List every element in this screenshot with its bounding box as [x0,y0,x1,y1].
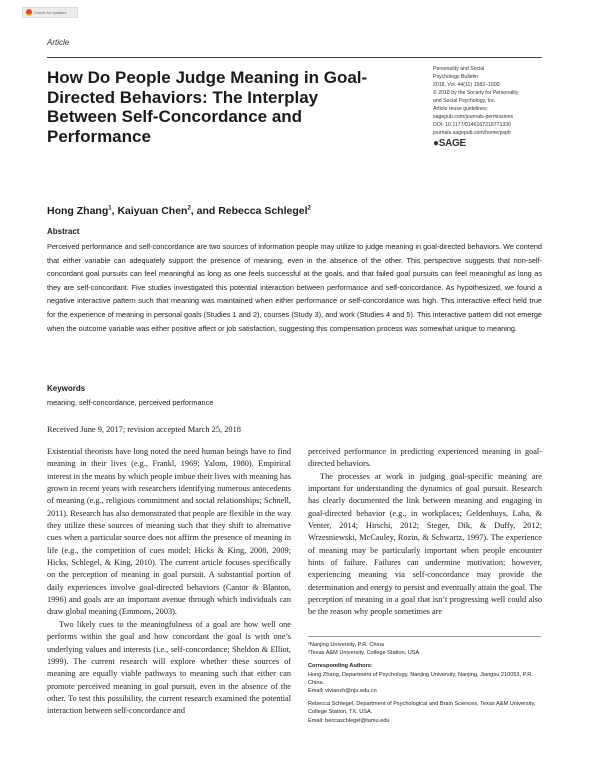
affiliation: ¹Nanjing University, P.R. China [308,642,384,648]
journal-meta [433,65,553,150]
header-rule [47,57,542,58]
paragraph: Existential theorists have long noted the need human beings have to find meaning in their lives (e.g., Frankl, 1969; Yalom, 1980). Empirical interest in the means by which people imbue their lives with meaning has grown in recent years with researchers identifying numerous antecedents of meaning (e.g., religious commitment and social relationships; Schnell, 2011). Research has also demonstrated that people are flexible in the way they utilize these sources of meaning such that they shift to alternative cues when a particular source does not affirm the presence of meaning in life (e.g., the competition of cues model; Hicks & King, 2008, 2009; Hicks, Schlegel, & King, 2010). The current article focuses specifically on the perception of meaning in goal pursuit. A substantial portion of daily experiences involve goal-directed behaviors (Cantor & Blanton, 1996) and goals are an important avenue through which individuals can draw global meaning (Emmons, 2003). [47,447,291,617]
footnote-rule [308,636,541,637]
sage-logo-text: SAGE [438,138,466,149]
author-email[interactable]: Email: beccaschlegel@tamu.edu [308,717,390,724]
journal-link[interactable]: journals.sagepub.com/home/pspb [433,130,511,136]
affiliation: ²Texas A&M University, College Station, USA [308,650,420,657]
author-email[interactable]: Email: vivianzh@nju.edu.cn [308,688,377,695]
paragraph: Two likely cues to the meaningfulness of a goal are how well one performs within the goal and how concordant the goal is with one’s underlying values and interests (i.e., self-concordance; Sheldon & Elliot, 1999). The current research will explore whether these sources of meaning are equally viable pathways to meaning such that either can promote perceived meaning in goal pursuit, even in the absence of the other. To test this possibility, the current research examined the potential interaction between self-concordance and [47,619,291,716]
author-address: Rebecca Schlegel, Department of Psychological and Brain Sciences, Texas A&M University, College Station, TX, USA. [308,701,536,716]
paragraph: The processes at work in judging goal-specific meaning are important for understanding the dynamics of goal pursuit. Research has clearly documented the link between meaning and engaging in goal-directed behavior (e.g., in workplaces; Geldenhuys, Laba, & Venter, 2014; Hirschi, 2012; Steger, Dik, & Duffy, 2012; Wrzesniewski, McCauley, Rozin, & Schwartz, 1997). The experience of meaning may be particularly important when people encounter hints of failure. Failures can undermine motivation; however, experiencing meaning via self-concordance may provide the determination and energy to persist and eventually attain the goal. The perception of meaning in a goal that isn’t progressing well could also be the reason why people sometimes are [308,471,542,617]
meta-line: © 2018 by the Society for Personality [433,90,519,96]
author-address: Hong Zhang, Department of Psychology, Nanjing University, Nanjing, Jiangsu 210053, P.R. China. [308,671,533,686]
keywords-heading: Keywords [47,384,86,393]
author-list [47,205,311,217]
keywords-text: meaning, self-concordance, perceived performance [47,398,214,407]
author: Hong Zhang [47,205,109,217]
meta-line: and Social Psychology, Inc [433,98,495,104]
received-dates: Received June 9, 2017; revision accepted March 25, 2018 [47,425,241,434]
affiliation-mark: 2 [307,205,311,212]
sage-logo: ●SAGE [433,138,466,149]
paragraph: perceived performance in predicting experienced meaning in goal-directed behaviors. [308,447,542,469]
paper-title: How Do People Judge Meaning in Goal-Directed Behaviors: The Interplay Between Self-Concordance and Performance [47,68,368,146]
meta-line: 2018, Vol. 44(11) 1582–1600 [433,82,500,88]
meta-line: Personality and Social [433,66,485,72]
check-for-updates-badge[interactable] [22,7,78,18]
doi[interactable]: DOI: 10.1177/0146167218771330 [433,122,512,128]
separator: , and [190,205,219,217]
badge-label: Check for updates [34,10,67,15]
corresponding-heading: Corresponding Authors: [308,663,373,670]
body-column-right [308,446,542,619]
affiliation-mark: 1 [108,205,112,212]
author: Kaiyuan Chen [117,205,188,217]
affiliation-mark: 2 [187,205,191,212]
abstract-text: Perceived performance and self-concordance are two sources of information people may utilize to judge meaning in goal-directed behaviors. We contend that either variable can adequately support the presence of meaning, even in the absence of the other. This perspective suggests that non-self-concordant goal pursuits can feel meaningful as long as one feels successful at the goals, and that failed goal pursuits can feel meaningful as long as they are self-concordant. Five studies investigated this potential interaction between performance and self-concordance. As hypothesized, we found a negative interactive pattern such that meaning was maintained when either performance or self-concordance was high. This interactive effect held true for the experience of meaning in personal goals (Studies 1 and 2), courses (Study 3), and work (Studies 4 and 5). This interactive pattern did not emerge when the outcome variable was either positive affect or job satisfaction, suggesting this compensation process was somewhat unique to meaning. [47,242,542,333]
abstract-heading: Abstract [47,227,80,236]
footnotes [308,641,548,725]
meta-line: Article reuse guidelines: [433,106,489,112]
author: Rebecca Schlegel [218,205,308,217]
body-column-left [47,446,291,718]
update-icon [26,9,32,16]
meta-link[interactable]: sagepub.com/journals-permissions [433,114,514,120]
article-type: Article [47,38,70,47]
meta-line: Psychology Bulletin [433,74,478,80]
separator: , [111,205,118,217]
